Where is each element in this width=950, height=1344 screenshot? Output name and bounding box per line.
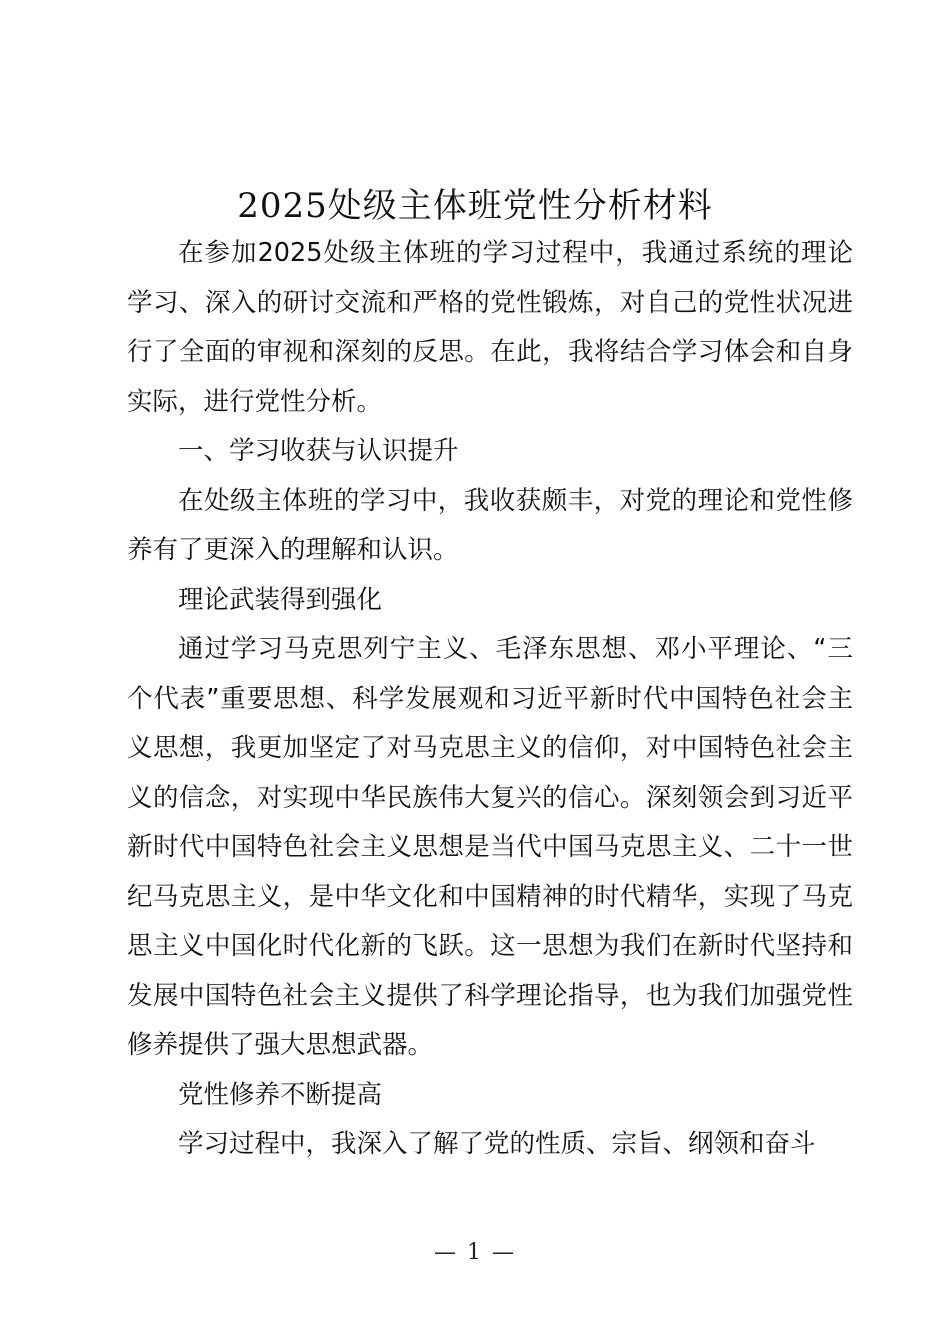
theory-paragraph: 通过学习马克思列宁主义、毛泽东思想、邓小平理论、“三个代表”重要思想、科学发展观和习近平新时代中国特色社会主义思想，我更加坚定了对马克思主义的信仰，对中国特色社会主义的信念，对实现中华民族伟大复兴的信心。深刻领会到习近平新时代中国特色社会主义思想是当代中国马克思主义、二十一世纪马克思主义，是中华文化和中国精神的时代精华，实现了马克思主义中国化时代化新的飞跃。这一思想为我们在新时代坚持和发展中国特色社会主义提供了科学理论指导，也为我们加强党性修养提供了强大思想武器。 bbox=[127, 634, 853, 1060]
subheading-theory: 理论武装得到强化 bbox=[178, 584, 383, 615]
section-heading-1: 一、学习收获与认识提升 bbox=[178, 436, 459, 466]
page-number: — 1 — bbox=[434, 1240, 516, 1265]
intro-paragraph: 在参加2025处级主体班的学习过程中，我通过系统的理论学习、深入的研讨交流和严格的党性锻炼，对自己的党性状况进行了全面的审视和深刻的反思。在此，我将结合学习体会和自身实际，进行党性分析。 bbox=[127, 238, 853, 417]
subheading-party-spirit: 党性修养不断提高 bbox=[178, 1079, 383, 1110]
document-body bbox=[127, 229, 853, 1170]
party-spirit-paragraph: 学习过程中，我深入了解了党的性质、宗旨、纲领和奋斗 bbox=[178, 1129, 816, 1159]
document-title: 2025处级主体班党性分析材料 bbox=[237, 186, 713, 226]
section-1-paragraph: 在处级主体班的学习中，我收获颇丰，对党的理论和党性修养有了更深入的理解和认识。 bbox=[127, 485, 853, 565]
